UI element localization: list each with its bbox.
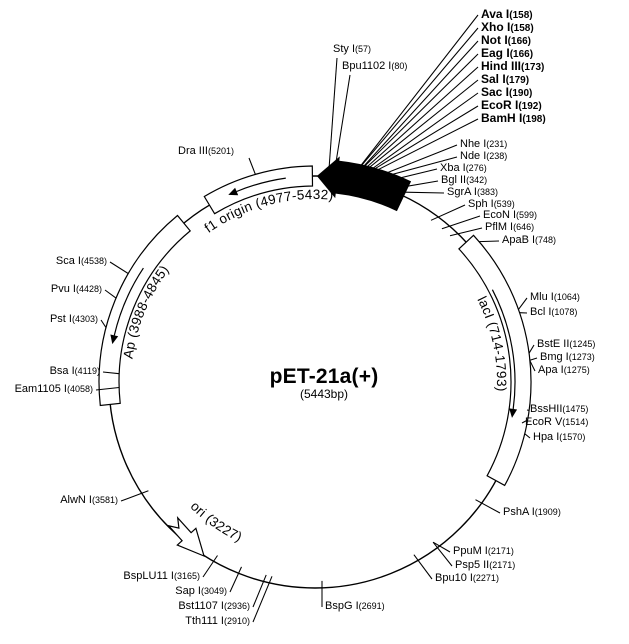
site-name: Tth111 I [185, 615, 224, 627]
site-name: Sph I [468, 198, 494, 210]
leader-line-bpu1102-i [335, 75, 350, 171]
site-position: (198) [522, 114, 546, 125]
leader-line-bpu10-i [414, 555, 432, 579]
site-position: (599) [516, 210, 538, 220]
site-position: (231) [486, 139, 508, 149]
site-position: (4538) [80, 256, 107, 266]
leader-line-bmg-i [530, 358, 537, 360]
site-name: PshA I [503, 506, 535, 518]
leader-line-mlu-i [519, 298, 528, 309]
site-name: Nde I [460, 150, 487, 162]
site-name: ApaB I [502, 234, 536, 246]
leader-line-sca-i [110, 262, 128, 274]
leader-line-ecor-i [361, 106, 478, 177]
site-position: (158) [509, 10, 533, 21]
site-name: Pst I [49, 313, 72, 325]
site-position: (2171) [487, 546, 514, 556]
site-position: (1570) [559, 432, 586, 442]
site-position: (179) [505, 75, 530, 86]
plasmid-name: pET-21a(+) [269, 365, 379, 388]
site-position: (166) [507, 36, 532, 47]
plasmid-size: (5443bp) [299, 387, 349, 401]
site-position: (4119) [74, 366, 100, 376]
site-position: (190) [509, 88, 533, 99]
leader-line-nde-i [372, 157, 457, 180]
site-position: (192) [518, 101, 542, 112]
site-name: EcoN I [483, 209, 517, 221]
site-name: Eam1105 I [14, 383, 67, 395]
leader-line-sty-i [329, 58, 337, 171]
leader-line-pvu-i [105, 290, 116, 298]
site-position: (383) [476, 187, 498, 197]
site-position: (173) [521, 62, 545, 73]
site-name: Ava I [481, 7, 510, 21]
site-name: Bst1107 I [178, 600, 224, 612]
site-name: BssHII [530, 403, 563, 415]
site-position: (80) [391, 61, 408, 71]
site-name: Sap I [175, 585, 201, 597]
site-position: (748) [535, 235, 557, 245]
site-position: (1514) [562, 417, 589, 427]
feature-label-laci: lacI (714-1793) [474, 293, 510, 393]
site-name: Sca I [55, 255, 81, 267]
site-position: (2271) [472, 573, 499, 583]
site-name: BspG I [325, 600, 359, 612]
site-name: Xho I [481, 20, 511, 34]
site-name: EcoR V [525, 416, 563, 428]
leader-line-dra-iii [249, 158, 255, 174]
leader-line-hind-iii [357, 67, 478, 176]
site-name: Xba I [440, 162, 466, 174]
leader-line-hpa-i [525, 434, 530, 438]
site-name: Nhe I [460, 138, 487, 150]
site-name: PpuM I [453, 545, 488, 557]
site-name: Pvu I [50, 283, 76, 295]
site-name: Sac I [481, 85, 510, 99]
leader-line-xho-i [353, 28, 478, 176]
site-name: Eag I [481, 46, 510, 60]
feature-label-ori: ori (3227) [187, 498, 245, 545]
site-position: (1245) [569, 339, 596, 349]
site-position: (1275) [563, 365, 590, 375]
site-position: (2691) [358, 601, 385, 611]
site-name: Sty I [333, 43, 356, 55]
leader-line-pflm-i [450, 228, 482, 236]
site-position: (342) [466, 175, 488, 185]
site-position: (166) [509, 49, 534, 60]
plasmid-title-block [270, 365, 379, 401]
leader-line-econ-i [442, 216, 480, 229]
leader-line-pst-i [101, 320, 106, 328]
site-name: Sal I [481, 72, 506, 86]
site-name: EcoR I [481, 98, 519, 112]
site-position: (2936) [223, 601, 250, 611]
leader-line-eag-i [355, 54, 478, 176]
site-position: (4428) [75, 284, 102, 294]
site-position: (5201) [207, 146, 234, 156]
site-position: (4058) [66, 384, 93, 394]
site-position: (1909) [534, 507, 561, 517]
site-name: Bpu10 I [435, 572, 473, 584]
site-position: (57) [355, 44, 372, 54]
leader-line-sph-i [431, 205, 465, 220]
site-name: Hind III [481, 59, 521, 73]
site-name: Not I [481, 33, 508, 47]
site-position: (158) [510, 23, 534, 34]
site-name: Bsa I [49, 365, 75, 377]
leader-line-apab-i [479, 241, 499, 242]
leader-line-sgra-i [405, 192, 444, 193]
leader-line-bste-ii [529, 345, 534, 353]
site-name: Bcl I [530, 306, 552, 318]
ori-arrow [169, 518, 204, 556]
site-name: Psp5 II [455, 559, 490, 571]
site-name: BspLU11 I [123, 570, 174, 582]
site-position: (539) [493, 199, 515, 209]
site-position: (2910) [223, 616, 250, 626]
site-position: (1475) [562, 404, 589, 414]
site-position: (4303) [71, 314, 98, 324]
site-position: (3165) [173, 571, 200, 581]
site-position: (3049) [200, 586, 227, 596]
site-name: Dra III [178, 145, 208, 157]
site-name: Bpu1102 I [342, 60, 392, 72]
site-name: BamH I [481, 111, 523, 125]
leader-line-alwn-i [121, 491, 148, 501]
site-name: Mlu I [530, 291, 554, 303]
site-position: (238) [486, 151, 508, 161]
site-name: Bmg I [540, 351, 569, 363]
site-name: AlwN I [60, 494, 92, 506]
leader-line-psp5-ii [433, 542, 452, 566]
site-position: (1273) [568, 352, 595, 362]
site-position: (2171) [489, 560, 516, 570]
site-name: BstE II [537, 338, 570, 350]
site-position: (276) [465, 163, 487, 173]
site-name: SgrA I [447, 186, 477, 198]
site-name: Hpa I [533, 431, 560, 443]
site-position: (646) [513, 222, 535, 232]
site-name: Apa I [538, 364, 564, 376]
site-position: (1078) [551, 307, 578, 317]
feature-label-ap: Ap (3988-4845) [120, 262, 172, 360]
leader-line-not-i [355, 41, 478, 176]
feature-label-f1: f1 origin (4977-5432) [201, 186, 335, 236]
site-position: (1064) [553, 292, 580, 302]
site-name: PflM I [485, 221, 514, 233]
site-position: (3581) [91, 495, 118, 505]
site-name: Bgl II [441, 174, 467, 186]
